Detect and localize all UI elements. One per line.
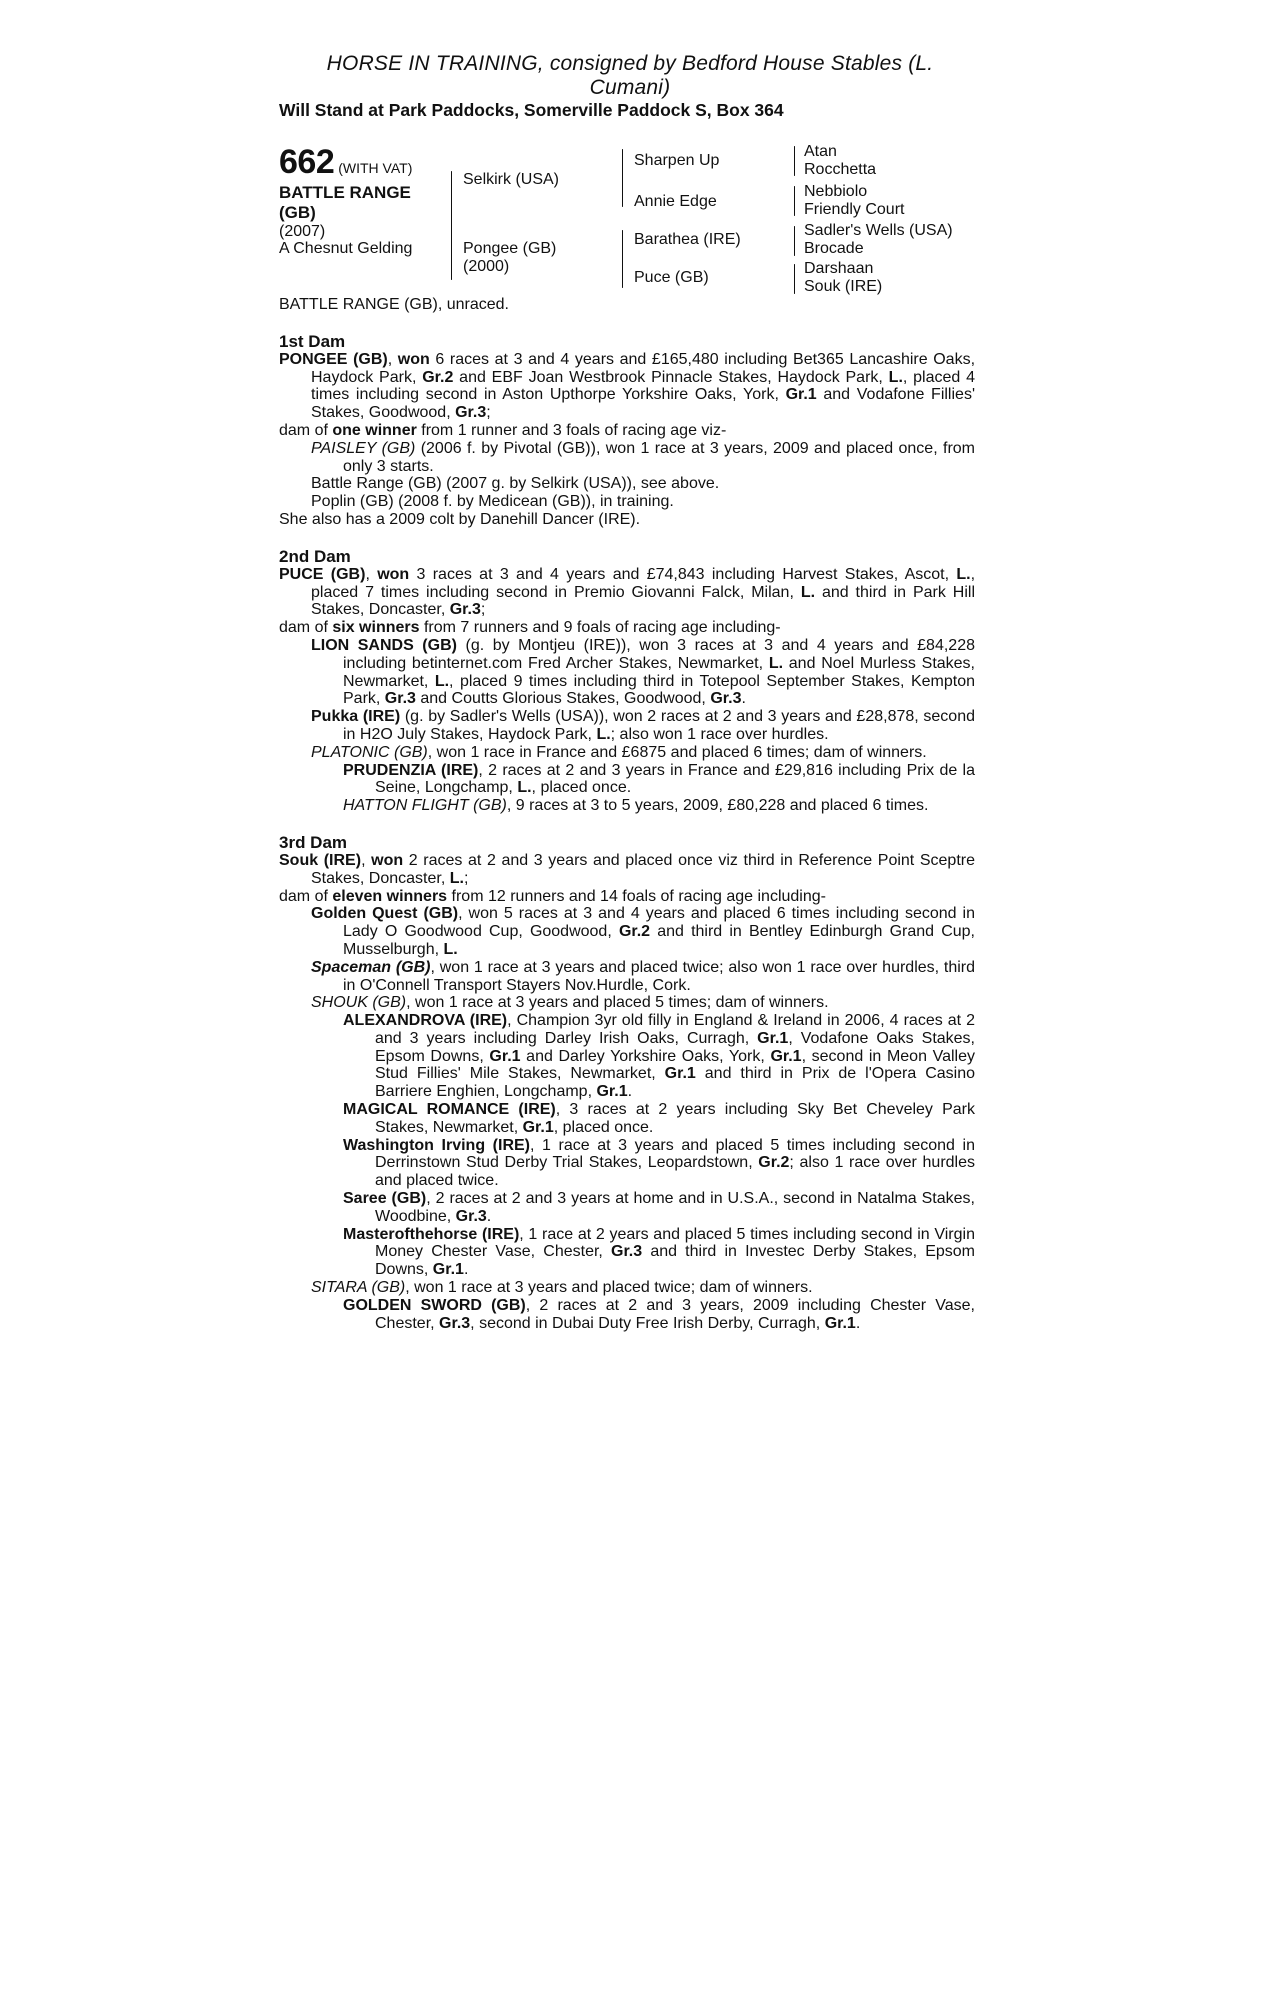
- brace-ggp-1: [794, 146, 795, 176]
- pedigree-dds: Darshaan: [804, 260, 874, 277]
- produce-washington-irving: Washington Irving (IRE), 1 race at 3 years and placed 5 times including second in Derrinstown Stud Derby Trial Stakes, Leopardstown, Gr.2; also 1 race over hurdles and placed twice.: [343, 1136, 975, 1190]
- produce-paisley: PAISLEY (GB) (2006 f. by Pivotal (GB)), won 1 race at 3 years, 2009 and placed once, from only 3 starts.: [311, 439, 976, 475]
- dam-souk-entry: Souk (IRE), won 2 races at 2 and 3 years and placed once viz third in Reference Point Sceptre Stakes, Doncaster, L.;: [279, 851, 976, 887]
- third-dam-heading: 3rd Dam: [279, 832, 348, 852]
- horse-name-line1: BATTLE RANGE: [279, 183, 411, 202]
- produce-platonic: PLATONIC (GB), won 1 race in France and £6875 and placed 6 times; dam of winners.: [311, 743, 927, 761]
- pedigree-sss: Atan: [804, 143, 837, 160]
- lot-number: 662: [279, 143, 335, 181]
- produce-prudenzia: PRUDENZIA (IRE), 2 races at 2 and 3 years in France and £29,816 including Prix de la Seine, Longchamp, L., placed once.: [343, 761, 975, 797]
- pedigree-ddd: Souk (IRE): [804, 278, 883, 295]
- second-dam-heading: 2nd Dam: [279, 546, 351, 566]
- produce-hatton-flight: HATTON FLIGHT (GB), 9 races at 3 to 5 years, 2009, £80,228 and placed 6 times.: [343, 797, 929, 815]
- produce-spaceman: Spaceman (GB), won 1 race at 3 years and placed twice; also won 1 race over hurdles, third in O'Connell Transport Stayers Nov.Hurdle, Cork.: [311, 958, 976, 994]
- consignor-header: HORSE IN TRAINING, consigned by Bedford House Stables (L. Cumani): [326, 52, 934, 99]
- produce-sitara: SITARA (GB), won 1 race at 3 years and placed twice; dam of winners.: [311, 1279, 813, 1297]
- produce-magical-romance: MAGICAL ROMANCE (IRE), 3 races at 2 years including Sky Bet Cheveley Park Stakes, Newmarket, Gr.1, placed once.: [343, 1101, 976, 1136]
- produce-lion-sands: LION SANDS (GB) (g. by Montjeu (IRE)), won 3 races at 3 and 4 years and £84,228 including betinternet.com Fred Archer Stakes, Newmarket, L. and Noel Murless Stakes, Newmarket, L., placed 9 times including third in Totepool September Stakes, Kempton Park, Gr.3 and Coutts Glorious Stakes, Goodwood, Gr.3.: [311, 636, 976, 708]
- produce-shouk: SHOUK (GB), won 1 race at 3 years and placed 5 times; dam of winners.: [311, 994, 829, 1012]
- produce-colt-note: She also has a 2009 colt by Danehill Dancer (IRE).: [279, 510, 641, 528]
- pedigree-dam-dam: Puce (GB): [634, 269, 709, 286]
- pedigree-dam-year: (2000): [463, 258, 510, 275]
- brace-ggp-4: [794, 264, 795, 294]
- vat-note: (WITH VAT): [338, 160, 413, 176]
- horse-name-line2: (GB): [279, 203, 316, 222]
- pedigree-sdd: Friendly Court: [804, 201, 905, 218]
- first-dam-produce-summary: dam of one winner from 1 runner and 3 foals of racing age viz-: [279, 421, 727, 439]
- pedigree-dsd: Brocade: [804, 240, 864, 257]
- dam-pongee-entry: PONGEE (GB), won 6 races at 3 and 4 years and £165,480 including Bet365 Lancashire Oaks, Haydock Park, Gr.2 and EBF Joan Westbrook Pinnacle Stakes, Haydock Park, L., placed 4 times including second in Aston Upthorpe Yorkshire Oaks, York, Gr.1 and Vodafone Fillies' Stakes, Goodwood, Gr.3;: [279, 350, 976, 422]
- pedigree-dam: Pongee (GB): [463, 240, 557, 257]
- pedigree-text: [279, 296, 975, 1332]
- dam-puce-entry: PUCE (GB), won 3 races at 3 and 4 years and £74,843 including Harvest Stakes, Ascot, L., placed 7 times including second in Premio Giovanni Falck, Milan, L. and third in Park Hill Stakes, Doncaster, Gr.3;: [279, 565, 976, 619]
- produce-masterofthehorse: Masterofthehorse (IRE), 1 race at 2 years and placed 5 times including second in Virgin Money Chester Vase, Chester, Gr.3 and third in Investec Derby Stakes, Epsom Downs, Gr.1.: [343, 1225, 975, 1279]
- produce-golden-sword: GOLDEN SWORD (GB), 2 races at 2 and 3 years, 2009 including Chester Vase, Chester, Gr.3, second in Dubai Duty Free Irish Derby, Curragh, Gr.1.: [343, 1296, 975, 1332]
- horse-name: [279, 183, 439, 223]
- pedigree-sire: Selkirk (USA): [463, 171, 560, 188]
- horse-description: A Chesnut Gelding: [279, 240, 413, 257]
- first-dam-heading: 1st Dam: [279, 331, 346, 351]
- brace-sire-parents: [622, 149, 623, 207]
- foaling-year: (2007): [279, 223, 326, 240]
- pedigree-sire-sire: Sharpen Up: [634, 152, 720, 169]
- pedigree-dam-sire: Barathea (IRE): [634, 231, 741, 248]
- produce-poplin: Poplin (GB) (2008 f. by Medicean (GB)), in training.: [311, 493, 674, 511]
- second-dam-produce-summary: dam of six winners from 7 runners and 9 foals of racing age including-: [279, 619, 781, 637]
- brace-dam-parents: [622, 230, 623, 288]
- pedigree-sire-dam: Annie Edge: [634, 193, 717, 210]
- race-record-summary: BATTLE RANGE (GB), unraced.: [279, 296, 509, 313]
- third-dam-produce-summary: dam of eleven winners from 12 runners and 14 foals of racing age including-: [279, 887, 826, 905]
- stable-location: Will Stand at Park Paddocks, Somerville Paddock S, Box 364: [279, 100, 784, 120]
- lot-number-line: [279, 143, 412, 182]
- brace-dam: [451, 231, 452, 280]
- pedigree-ssd: Rocchetta: [804, 161, 877, 178]
- produce-battle-range: Battle Range (GB) (2007 g. by Selkirk (USA)), see above.: [311, 475, 720, 493]
- produce-golden-quest: Golden Quest (GB), won 5 races at 3 and 4 years and placed 6 times including second in Lady O Goodwood Cup, Goodwood, Gr.2 and third in Bentley Edinburgh Grand Cup, Musselburgh, L.: [311, 905, 976, 958]
- brace-sire: [451, 171, 452, 232]
- produce-alexandrova: ALEXANDROVA (IRE), Champion 3yr old filly in England & Ireland in 2006, 4 races at 2 and 3 years including Darley Irish Oaks, Curragh, Gr.1, Vodafone Oaks Stakes, Epsom Downs, Gr.1 and Darley Yorkshire Oaks, York, Gr.1, second in Meon Valley Stud Fillies' Mile Stakes, Newmarket, Gr.1 and third in Prix de l'Opera Casino Barriere Enghien, Longchamp, Gr.1.: [343, 1012, 976, 1101]
- brace-ggp-2: [794, 186, 795, 216]
- brace-ggp-3: [794, 226, 795, 256]
- produce-saree: Saree (GB), 2 races at 2 and 3 years at home and in U.S.A., second in Natalma Stakes, Woodbine, Gr.3.: [343, 1190, 975, 1225]
- pedigree-sds: Nebbiolo: [804, 183, 868, 200]
- pedigree-dss: Sadler's Wells (USA): [804, 222, 953, 239]
- produce-pukka: Pukka (IRE) (g. by Sadler's Wells (USA)), won 2 races at 2 and 3 years and £28,878, second in H2O July Stakes, Haydock Park, L.; also won 1 race over hurdles.: [311, 708, 975, 743]
